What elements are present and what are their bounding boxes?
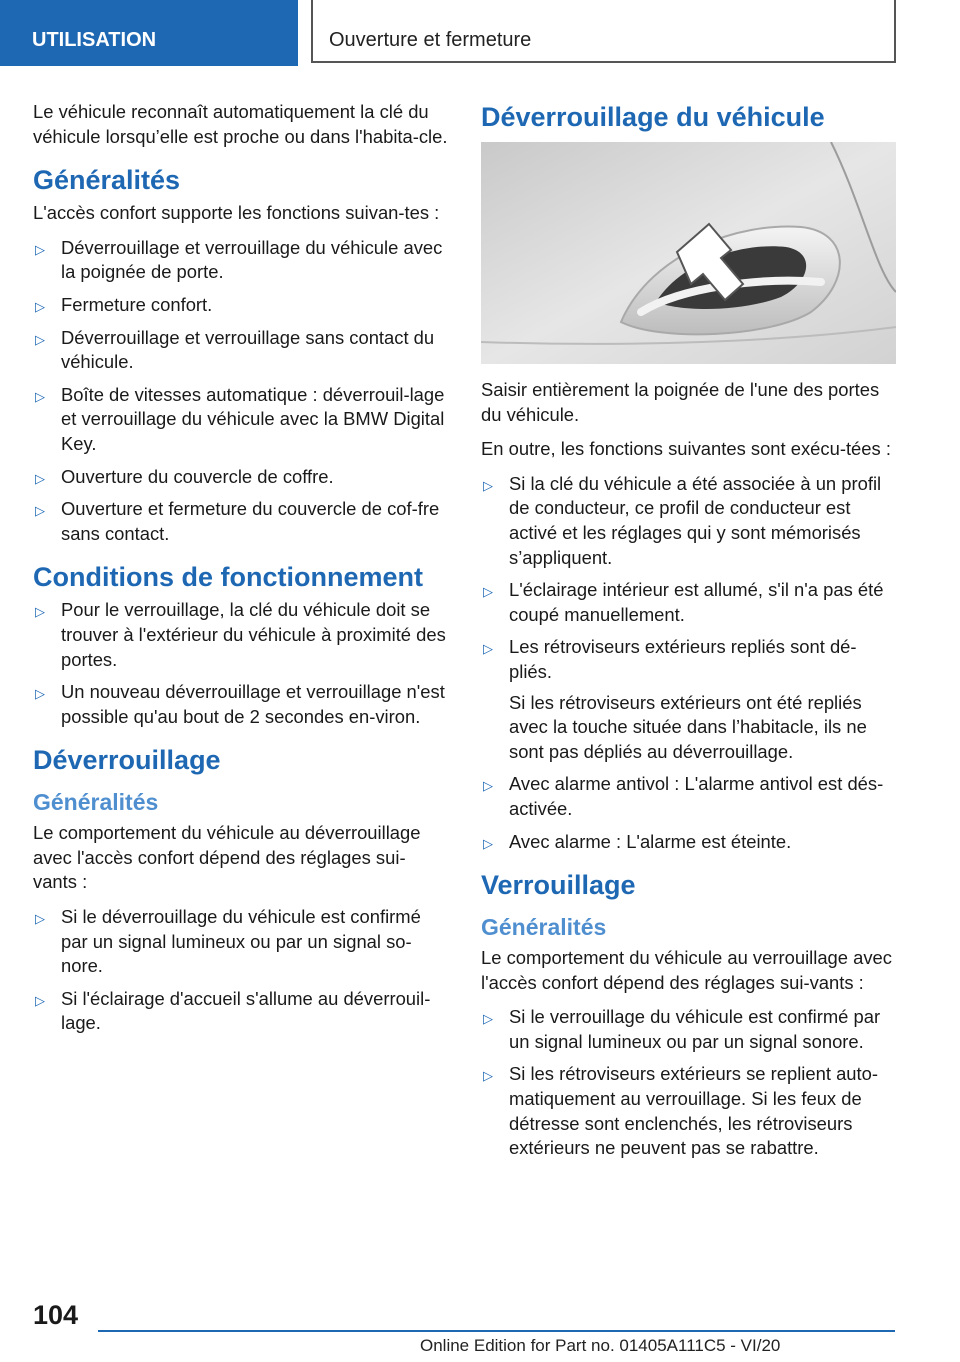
functions-text: En outre, les fonctions suivantes sont exécu-tées : <box>481 438 891 460</box>
bullet-triangle-icon: ▷ <box>483 1011 493 1027</box>
heading-deverrouillage: Déverrouillage <box>33 745 221 776</box>
bullet-triangle-icon: ▷ <box>35 470 45 486</box>
list-item: ▷ Déverrouillage et verrouillage sans contact du véhicule. <box>35 326 435 373</box>
list-item: ▷ Si le déverrouillage du véhicule est confirmé par un signal lumineux ou par un signal so-nore. <box>35 906 421 977</box>
conditions-list <box>33 598 448 729</box>
bullet-triangle-icon: ▷ <box>35 604 45 620</box>
bullet-triangle-icon: ▷ <box>35 331 45 347</box>
list-item: ▷ Si la clé du véhicule a été associée à un profil de conducteur, ce profil de conducteur est activé et les réglages qui y sont mémorisés s’appliquent. <box>483 472 882 568</box>
bullet-triangle-icon: ▷ <box>35 298 45 314</box>
page-header <box>0 0 960 66</box>
bullet-triangle-icon: ▷ <box>483 835 493 851</box>
list-item: ▷ Déverrouillage et verrouillage du véhicule avec la poignée de porte. <box>35 236 443 283</box>
bullet-triangle-icon: ▷ <box>483 584 493 600</box>
intro-paragraph: Le véhicule reconnaît automatiquement la clé du véhicule lorsqu’elle est proche ou dans l'habita-cle. <box>33 101 448 147</box>
verrouillage-text: Le comportement du véhicule au verrouillage avec l'accès confort dépend des réglages sui-vants : <box>481 947 892 993</box>
bullet-triangle-icon: ▷ <box>35 686 45 702</box>
footer-divider <box>98 1330 895 1332</box>
list-item: ▷ Si le verrouillage du véhicule est confirmé par un signal lumineux ou par un signal sonore. <box>483 1006 881 1052</box>
heading-deverrouillage-vehicule: Déverrouillage du véhicule <box>481 102 825 132</box>
list-item: ▷ Boîte de vitesses automatique : déverrouil-lage et verrouillage du véhicule avec la BMW Digital Key. <box>35 383 445 454</box>
section-title: UTILISATION <box>0 0 298 66</box>
figure-caption: Saisir entièrement la poignée de l'une des portes du véhicule. <box>481 379 880 425</box>
subheading-generalites: Généralités <box>33 789 159 816</box>
list-item: ▷ Pour le verrouillage, la clé du véhicule doit se trouver à l'extérieur du véhicule à proximité des portes. <box>35 599 446 670</box>
list-item: ▷ Les rétroviseurs extérieurs repliés sont dé-pliés. Si les rétroviseurs extérieurs ont été repliés avec la touche située dans l’habitacle, ils ne sont pas dépliés au déverrouillage. <box>481 635 896 764</box>
list-item: ▷ Si l'éclairage d'accueil s'allume au déverrouil-lage. <box>35 987 431 1034</box>
list-item: ▷ Si les rétroviseurs extérieurs se replient auto-matiquement au verrouillage. Si les feux de détresse sont enclenchés, les rétroviseurs extérieurs ne peuvent pas se rabattre. <box>483 1063 878 1159</box>
bullet-triangle-icon: ▷ <box>483 1068 493 1084</box>
list-item: ▷ Ouverture du couvercle de coffre. <box>33 465 448 490</box>
bullet-triangle-icon: ▷ <box>35 241 45 257</box>
generalites-text: L'accès confort supporte les fonctions suivan-tes : <box>33 202 440 224</box>
heading-verrouillage: Verrouillage <box>481 870 636 901</box>
list-item: ▷ Ouverture et fermeture du couvercle de cof-fre sans contact. <box>35 498 440 544</box>
list-item: ▷ Avec alarme antivol : L'alarme antivol est dés-activée. <box>483 773 884 819</box>
door-handle-illustration <box>481 142 896 364</box>
bullet-triangle-icon: ▷ <box>35 388 45 404</box>
bullet-triangle-icon: ▷ <box>35 911 45 927</box>
edition-note: Online Edition for Part no. 01405A111C5 - VI/20 <box>420 1336 781 1355</box>
bullet-triangle-icon: ▷ <box>483 477 493 493</box>
deverrouillage-text: Le comportement du véhicule au déverrouillage avec l'accès confort dépend des réglages sui-vants : <box>33 822 421 893</box>
functions-list <box>481 472 896 854</box>
list-item: ▷ Avec alarme : L'alarme est éteinte. <box>481 830 896 855</box>
heading-generalites: Généralités <box>33 165 181 196</box>
mirror-note: Si les rétroviseurs extérieurs ont été repliés avec la touche située dans l’habitacle, ils ne sont pas dépliés au déverrouillage. <box>509 691 867 762</box>
bullet-triangle-icon: ▷ <box>35 992 45 1008</box>
bullet-triangle-icon: ▷ <box>483 778 493 794</box>
subheading-generalites: Généralités <box>481 914 607 941</box>
bullet-triangle-icon: ▷ <box>35 503 45 519</box>
list-item: ▷ Fermeture confort. <box>33 293 448 318</box>
heading-conditions: Conditions de fonctionnement <box>33 562 423 593</box>
chapter-title: Ouverture et fermeture <box>311 0 896 63</box>
generalites-list <box>33 236 448 547</box>
verrouillage-list <box>481 1005 896 1161</box>
list-item: ▷ L'éclairage intérieur est allumé, s'il n'a pas été coupé manuellement. <box>483 579 884 625</box>
deverrouillage-list <box>33 905 448 1036</box>
page-number: 104 <box>33 1300 79 1330</box>
bullet-triangle-icon: ▷ <box>483 641 493 657</box>
left-column <box>33 100 448 1046</box>
right-column <box>481 100 896 1171</box>
list-item: ▷ Un nouveau déverrouillage et verrouillage n'est possible qu'au bout de 2 secondes en-viron. <box>35 681 445 727</box>
